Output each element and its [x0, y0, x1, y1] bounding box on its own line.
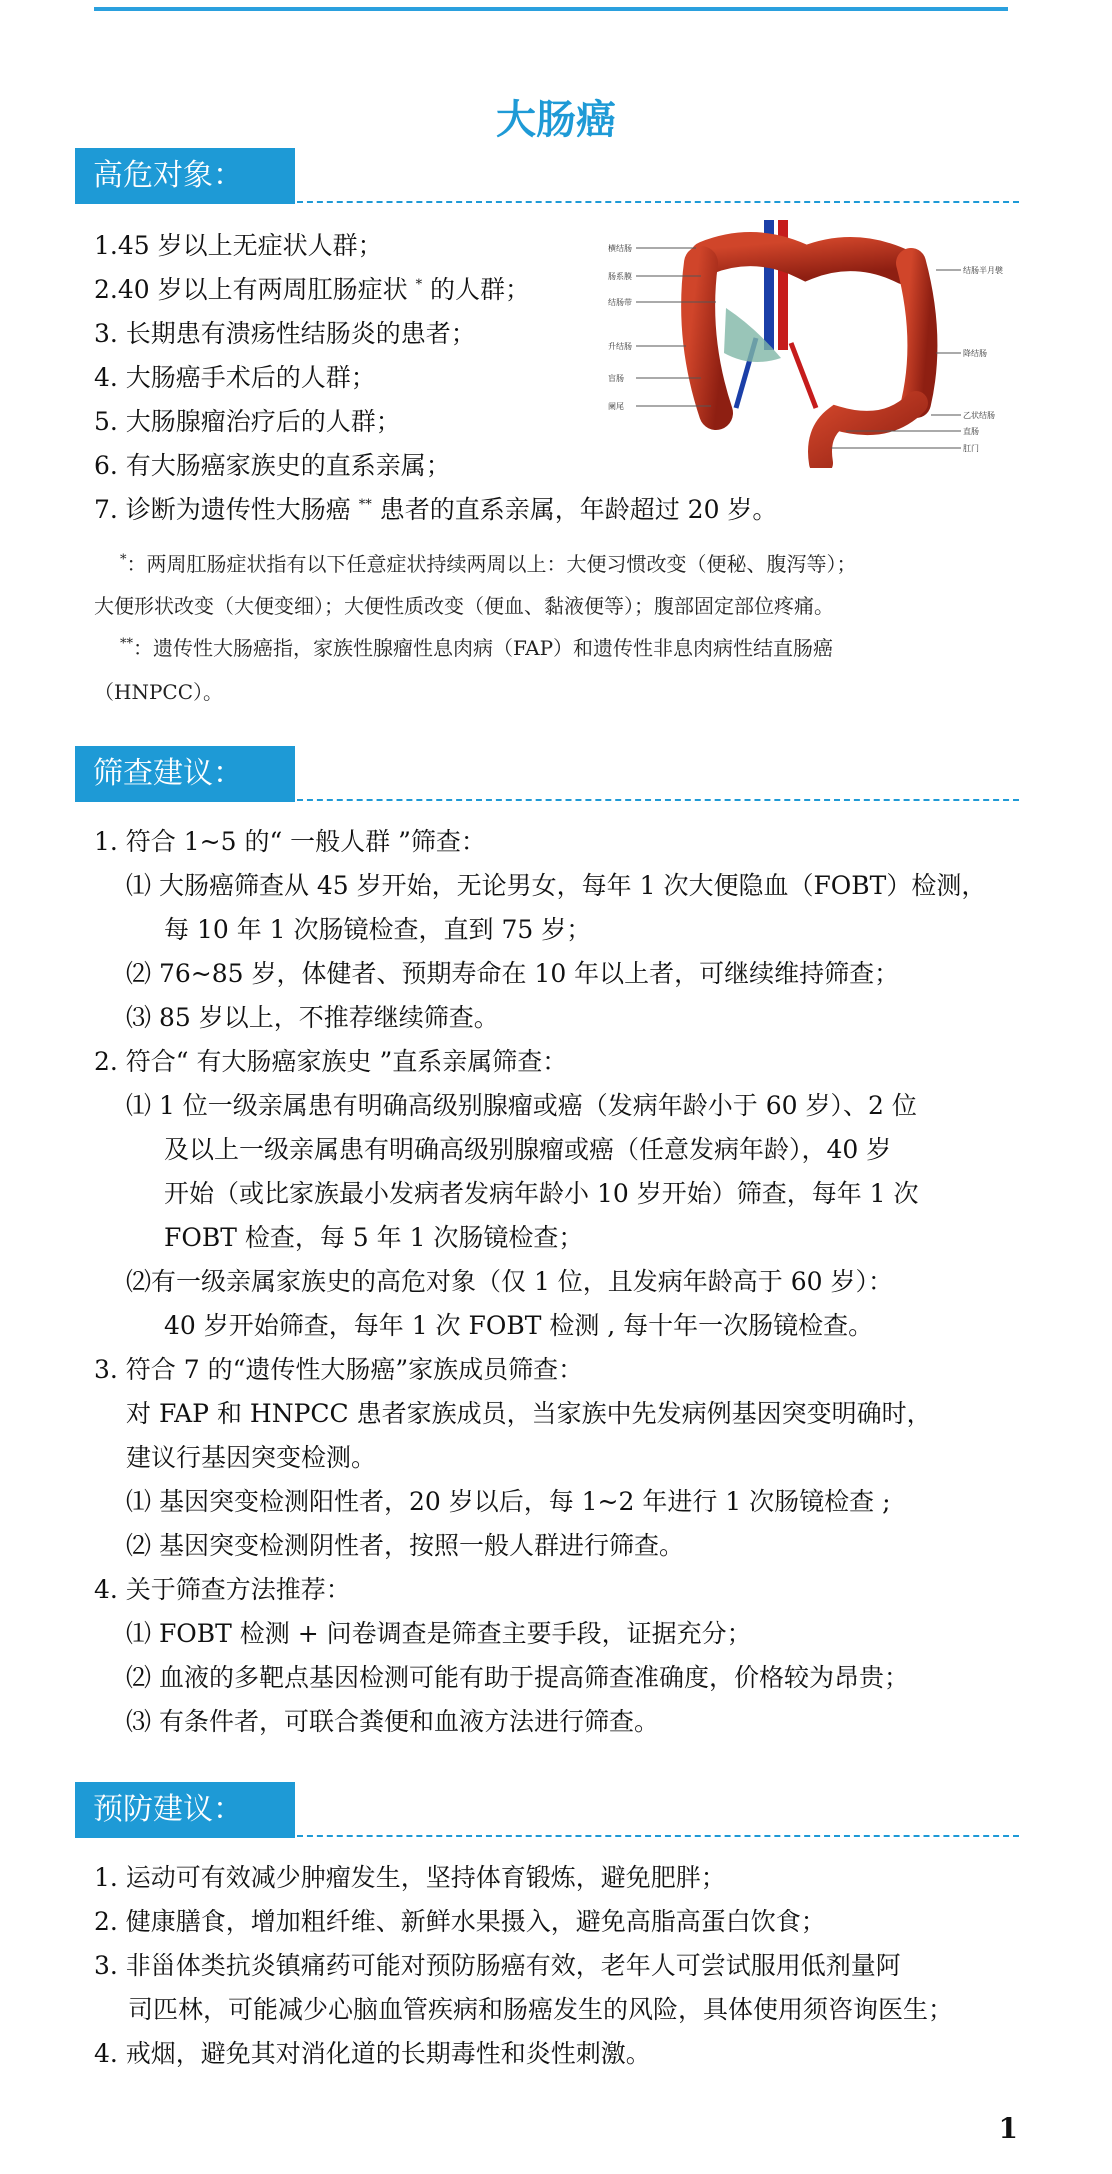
- screening-line: 2. 符合“ 有大肠癌家族史 ”直系亲属筛查：: [94, 1047, 568, 1076]
- section-header-prevention: [75, 1782, 1019, 1838]
- screening-line: ⑶ 85 岁以上，不推荐继续筛查。: [126, 1003, 499, 1032]
- section-header-high-risk: [75, 148, 1019, 204]
- footnote-2: **：遗传性大肠癌指，家族性腺瘤性息肉病（FAP）和遗传性非息肉病性结直肠癌: [120, 636, 834, 660]
- anatomy-label: 结肠半月襞: [963, 266, 1003, 275]
- screening-line: 1. 符合 1~5 的“ 一般人群 ”筛查：: [94, 827, 486, 856]
- footnote-1-cont: 大便形状改变（大便变细）；大便性质改变（便血、黏液便等）；腹部固定部位疼痛。: [94, 594, 834, 618]
- anatomy-label: 升结肠: [608, 342, 632, 351]
- screening-line: ⑶ 有条件者，可联合粪便和血液方法进行筛查。: [126, 1707, 659, 1736]
- screening-line: ⑴ 1 位一级亲属患有明确高级别腺瘤或癌（发病年龄小于 60 岁）、2 位: [126, 1091, 917, 1120]
- anatomy-label: 直肠: [963, 427, 979, 436]
- high-risk-item: 5. 大肠腺瘤治疗后的人群；: [94, 407, 401, 436]
- anatomy-label: 乙状结肠: [963, 411, 995, 420]
- dashed-divider: [297, 1835, 1019, 1837]
- footnote-mark: *: [415, 277, 423, 293]
- page-title: 大肠癌: [496, 97, 616, 143]
- prevention-line: 3. 非甾体类抗炎镇痛药可能对预防肠癌有效，老年人可尝试服用低剂量阿: [94, 1951, 901, 1980]
- screening-line: ⑴ 基因突变检测阳性者，20 岁以后，每 1~2 年进行 1 次肠镜检查 ;: [126, 1487, 891, 1516]
- prevention-line: 4. 戒烟，避免其对消化道的长期毒性和炎性刺激。: [94, 2039, 651, 2068]
- top-rule: [94, 7, 1008, 11]
- screening-line: ⑵ 血液的多靶点基因检测可能有助于提高筛查准确度，价格较为昂贵；: [126, 1663, 909, 1692]
- screening-line: ⑴ FOBT 检测 + 问卷调查是筛查主要手段，证据充分；: [126, 1619, 752, 1648]
- screening-line: 及以上一级亲属患有明确高级别腺瘤或癌（任意发病年龄），40 岁: [164, 1135, 892, 1164]
- screening-line: ⑵ 76~85 岁，体健者、预期寿命在 10 年以上者，可继续维持筛查；: [126, 959, 900, 988]
- high-risk-item: 7. 诊断为遗传性大肠癌 ** 患者的直系亲属，年龄超过 20 岁。: [94, 495, 778, 524]
- screening-line: 对 FAP 和 HNPCC 患者家族成员，当家族中先发病例基因突变明确时，: [126, 1399, 932, 1428]
- anatomy-label: 肠系膜: [608, 272, 632, 281]
- section-label: 筛查建议：: [75, 746, 295, 802]
- prevention-line: 2. 健康膳食，增加粗纤维、新鲜水果摄入，避免高脂高蛋白饮食；: [94, 1907, 826, 1936]
- high-risk-item: 1.45 岁以上无症状人群；: [94, 231, 383, 260]
- prevention-line: 司匹林，可能减少心脑血管疾病和肠癌发生的风险，具体使用须咨询医生；: [128, 1995, 954, 2024]
- screening-line: ⑵ 基因突变检测阴性者，按照一般人群进行筛查。: [126, 1531, 684, 1560]
- anatomy-label: 阑尾: [608, 402, 624, 411]
- anatomy-label: 结肠带: [608, 298, 632, 307]
- high-risk-item: 3. 长期患有溃疡性结肠炎的患者；: [94, 319, 476, 348]
- screening-line: 3. 符合 7 的“遗传性大肠癌”家族成员筛查：: [94, 1355, 584, 1384]
- footnote-1: *：两周肛肠症状指有以下任意症状持续两周以上：大便习惯改变（便秘、腹泻等）；: [120, 552, 857, 576]
- anatomy-label: 降结肠: [963, 349, 987, 358]
- footnote-2-cont: （HNPCC）。: [94, 680, 224, 704]
- anatomy-label: 肛门: [963, 444, 979, 453]
- screening-line: 开始（或比家族最小发病者发病年龄小 10 岁开始）筛查，每年 1 次: [164, 1179, 919, 1208]
- footnote-mark: **: [358, 497, 372, 513]
- prevention-line: 1. 运动可有效减少肿瘤发生，坚持体育锻炼，避免肥胖；: [94, 1863, 726, 1892]
- colon-anatomy-illustration: [606, 218, 1016, 468]
- high-risk-item: 4. 大肠癌手术后的人群；: [94, 363, 376, 392]
- page-number: 1: [998, 2112, 1018, 2145]
- screening-line: 40 岁开始筛查，每年 1 次 FOBT 检测 , 每十年一次肠镜检查。: [164, 1311, 874, 1340]
- high-risk-item: 2.40 岁以上有两周肛肠症状 * 的人群；: [94, 275, 531, 304]
- screening-line: 建议行基因突变检测。: [126, 1443, 377, 1472]
- screening-line: ⑴ 大肠癌筛查从 45 岁开始，无论男女，每年 1 次大便隐血（FOBT）检测，: [126, 871, 987, 900]
- screening-line: 每 10 年 1 次肠镜检查，直到 75 岁；: [164, 915, 592, 944]
- anatomy-label: 横结肠: [608, 244, 632, 253]
- dashed-divider: [297, 799, 1019, 801]
- section-label: 高危对象：: [75, 148, 295, 204]
- section-label: 预防建议：: [75, 1782, 295, 1838]
- section-header-screening: [75, 746, 1019, 802]
- dashed-divider: [297, 201, 1019, 203]
- high-risk-item: 6. 有大肠癌家族史的直系亲属；: [94, 451, 451, 480]
- screening-line: ⑵有一级亲属家族史的高危对象（仅 1 位，且发病年龄高于 60 岁）：: [126, 1267, 894, 1296]
- screening-line: 4. 关于筛查方法推荐：: [94, 1575, 351, 1604]
- screening-line: FOBT 检查，每 5 年 1 次肠镜检查；: [164, 1223, 584, 1252]
- anatomy-label: 盲肠: [608, 374, 624, 383]
